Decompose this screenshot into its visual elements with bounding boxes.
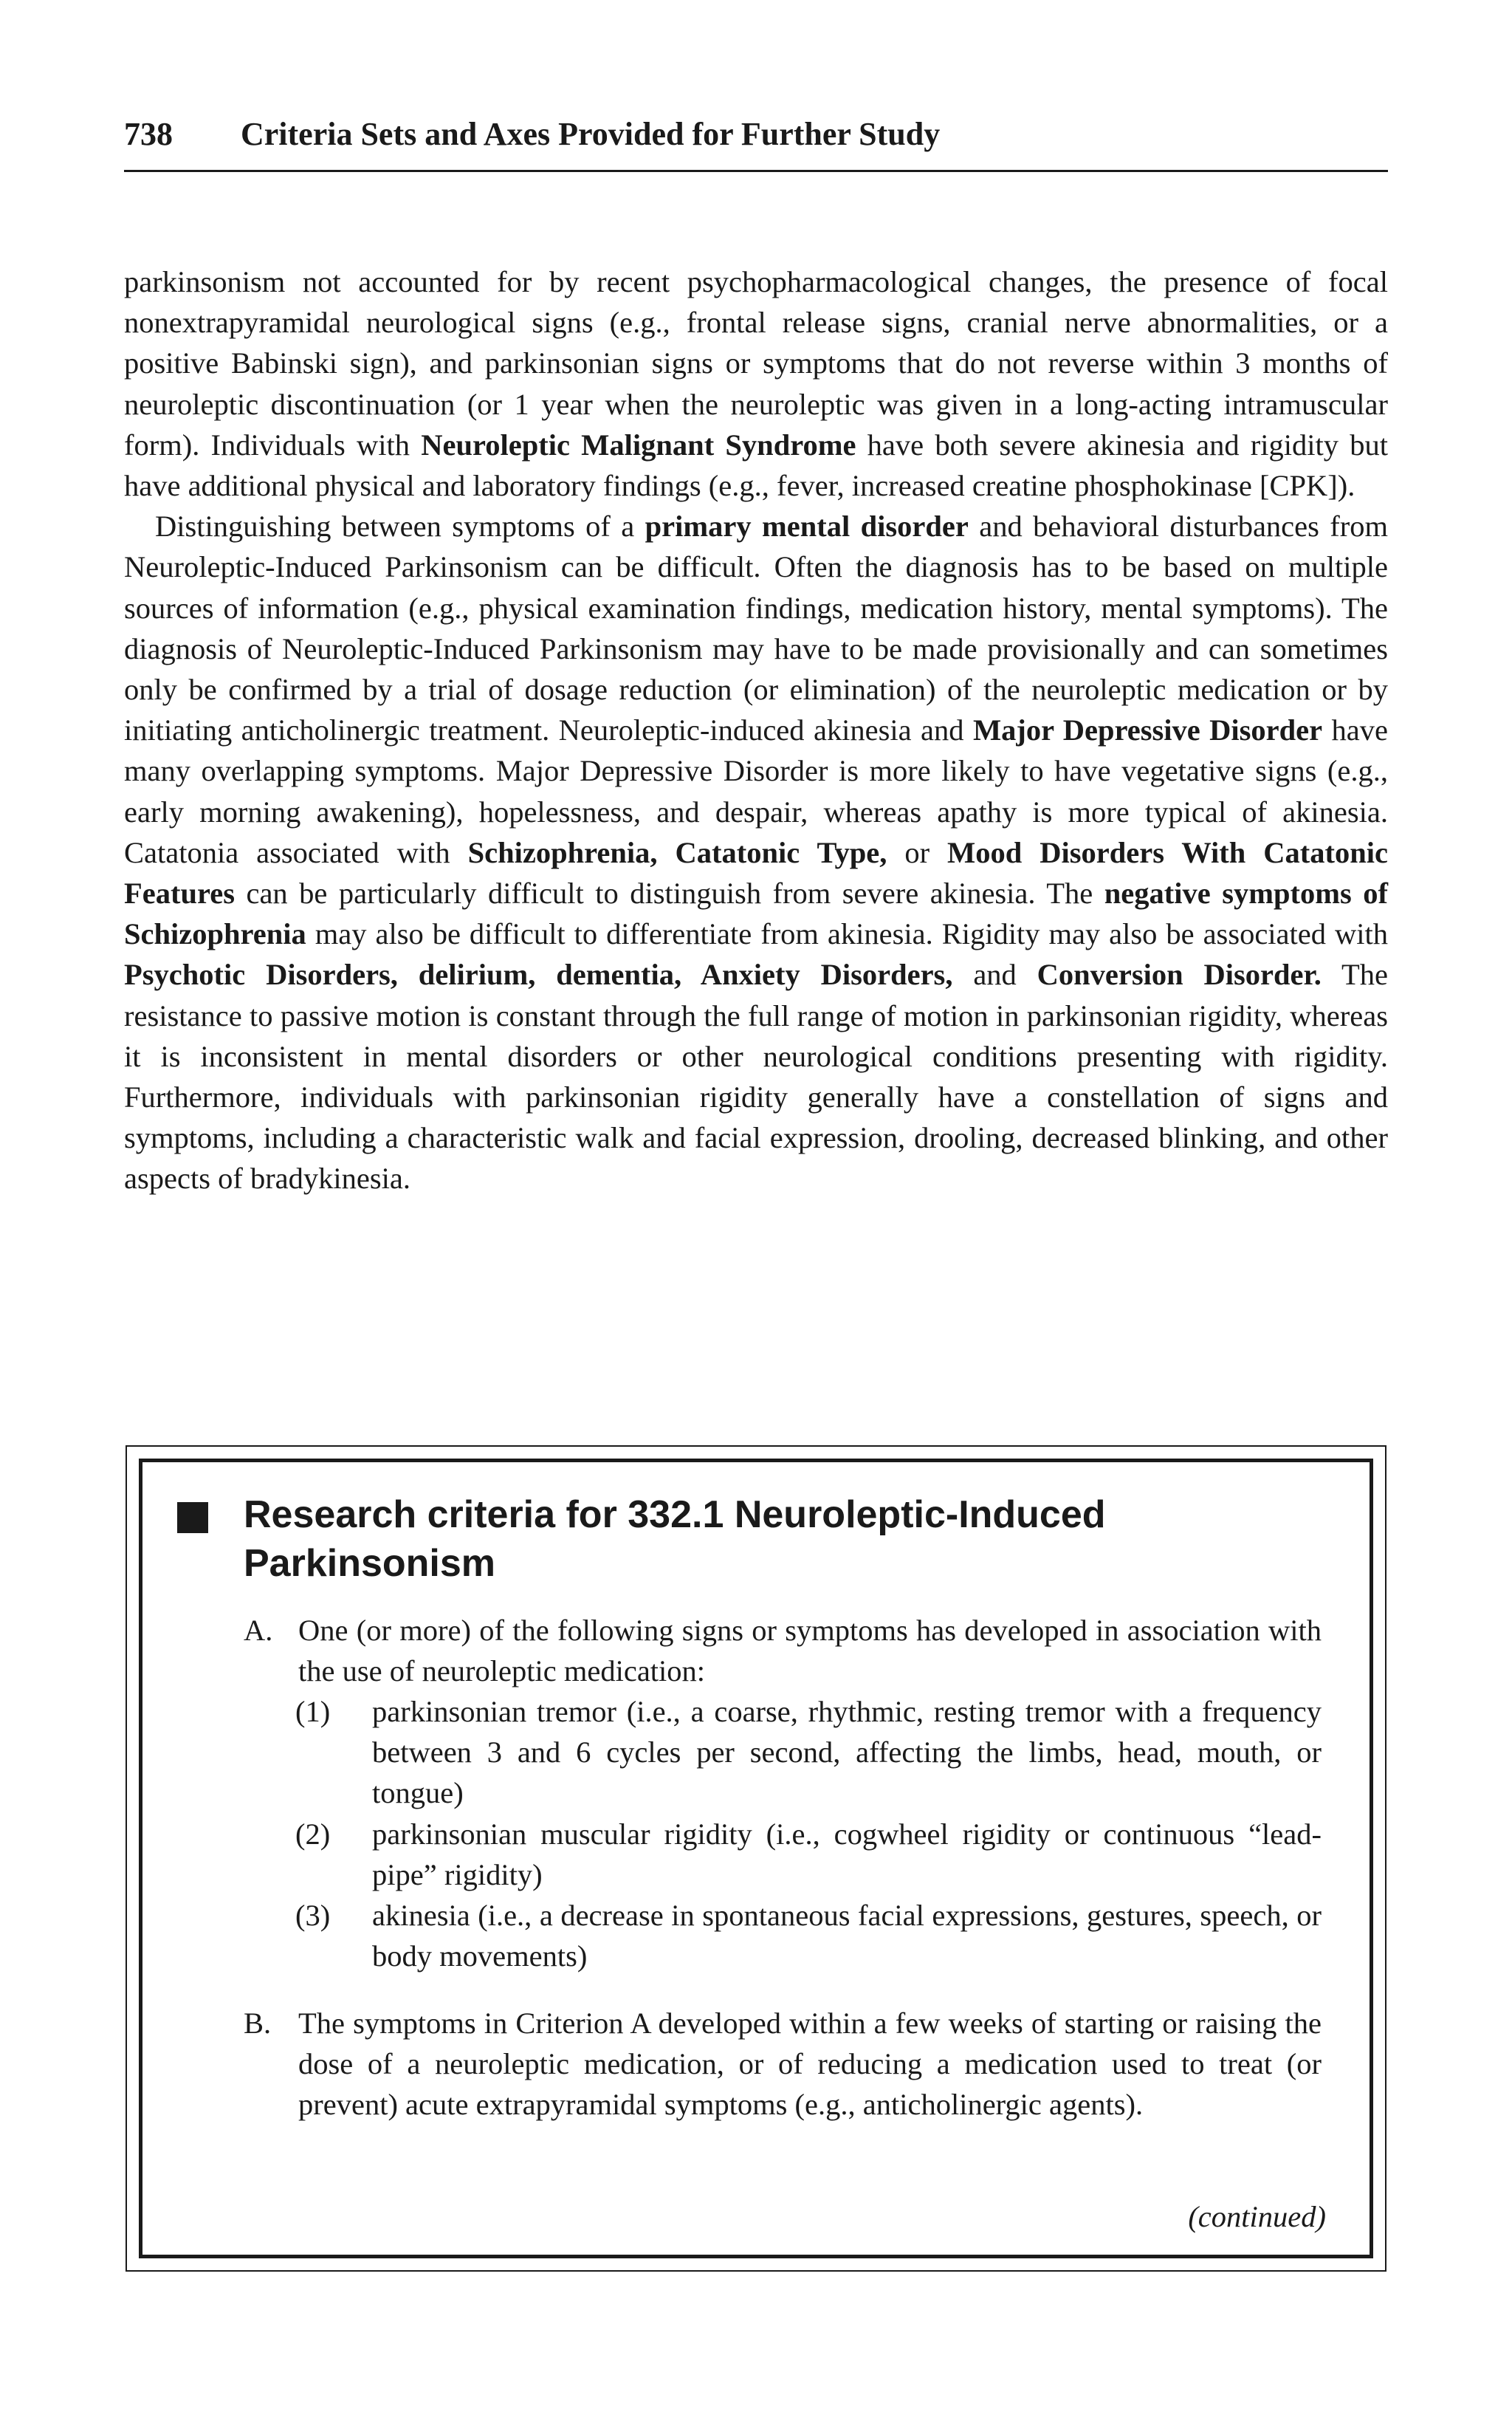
p2-term-conversion: Conversion Disorder.	[1037, 958, 1322, 992]
p1-text-c: have both severe akinesia and rigidity but have additional physical and laboratory findings (e.g., fever, increased creatine phosphokinase [CPK]).	[124, 428, 1389, 503]
criterion-a-item-1	[295, 1691, 1322, 1814]
p2-term-psychotic: Psychotic Disorders, delirium, dementia, Anxiety Disorders,	[124, 958, 953, 992]
item-2-number: (2)	[295, 1817, 331, 1851]
paragraph-2	[124, 506, 1388, 1199]
item-1-text: parkinsonian tremor (i.e., a coarse, rhythmic, resting tremor with a frequency between 3 and 6 cycles per second, affecting the limbs, head, mouth, or tongue)	[372, 1695, 1322, 1810]
p1-text-a: parkinsonism not accounted for by recent psychopharmacological changes, the presence of focal nonextrapyramidal neurological signs (e.g., frontal release signs, cranial nerve abnormalities, or a positive Babinski sign), and parkinsonian signs or symptoms that do not reverse within 3 months of neuroleptic discontinuation (or 1 year when the neuroleptic was given in a long-acting intramuscular form). Individuals with	[124, 265, 1388, 462]
criterion-b	[244, 2003, 1322, 2125]
paragraph-1	[124, 261, 1388, 506]
square-bullet-icon	[177, 1502, 208, 1533]
continued-note: (continued)	[1188, 2200, 1326, 2233]
p2-text-m: and	[952, 958, 1037, 992]
p2-text-a: Distinguishing between symptoms of a	[155, 510, 645, 544]
p2-term-mood: Mood Disorders With Catatonic Features	[124, 835, 1388, 911]
item-3-text: akinesia (i.e., a decrease in spontaneous facial expressions, gestures, speech, or body movements)	[372, 1899, 1322, 1973]
criterion-a-item-2	[295, 1814, 1322, 1895]
criterion-a-letter: A.	[244, 1614, 273, 1647]
p2-text-i: can be particularly difficult to distinguish from severe akinesia. The	[234, 877, 1104, 911]
p2-term-negative: negative symptoms of Schizophrenia	[124, 877, 1388, 951]
p1-term-nms: Neuroleptic Malignant Syndrome	[421, 428, 856, 462]
p2-text-g: or	[887, 835, 948, 869]
running-header	[124, 112, 1388, 172]
p2-text-e: have many overlapping symptoms. Major Depressive Disorder is more likely to have vegetative signs (e.g., early morning awakening), hopelessness, and despair, whereas apathy is more typical of akinesia. Catatonia associated with	[124, 713, 1388, 869]
criterion-b-text: The symptoms in Criterion A developed within a few weeks of starting or raising the dose of a neuroleptic medication, or of reducing a medication used to treat (or prevent) acute extrapyramidal symptoms (e.g., anticholinergic agents).	[298, 2007, 1322, 2122]
p2-term-primary: primary mental disorder	[645, 510, 969, 544]
p2-text-k: may also be difficult to differentiate from akinesia. Rigidity may also be associated with	[306, 917, 1388, 951]
criteria-box-title: Research criteria for 332.1 Neuroleptic-Induced Parkinsonism	[244, 1493, 1106, 1585]
p2-term-mdd: Major Depressive Disorder	[972, 713, 1323, 747]
running-title: Criteria Sets and Axes Provided for Further Study	[241, 116, 941, 152]
criterion-a-item-3	[295, 1895, 1322, 1976]
criterion-a	[244, 1610, 1322, 1691]
item-1-number: (1)	[295, 1695, 331, 1728]
item-2-text: parkinsonian muscular rigidity (i.e., cogwheel rigidity or continuous “lead-pipe” rigidity)	[372, 1817, 1322, 1892]
p2-text-o: The resistance to passive motion is constant through the full range of motion in parkinsonian rigidity, whereas it is inconsistent in mental disorders or other neurological conditions presenting with rigidity. Furthermore, individuals with parkinsonian rigidity generally have a constellation of signs and symptoms, including a characteristic walk and facial expression, drooling, decreased blinking, and other aspects of bradykinesia.	[124, 958, 1389, 1196]
criterion-a-text: One (or more) of the following signs or symptoms has developed in association with the use of neuroleptic medication:	[298, 1614, 1322, 1688]
item-3-number: (3)	[295, 1899, 331, 1932]
body-text	[124, 261, 1388, 1199]
criterion-b-letter: B.	[244, 2007, 272, 2040]
p2-term-catatonic: Schizophrenia, Catatonic Type,	[467, 835, 887, 869]
p2-text-c: and behavioral disturbances from Neuroleptic-Induced Parkinsonism can be difficult. Often the diagnosis has to be based on multiple sources of information (e.g., physical examination findings, medication history, mental symptoms). The diagnosis of Neuroleptic-Induced Parkinsonism may have to be made provisionally and can sometimes only be confirmed by a trial of dosage reduction (or elimination) of the neuroleptic medication or by initiating anticholinergic treatment. Neuroleptic-induced akinesia and	[124, 510, 1388, 747]
page-number: 738	[124, 116, 173, 152]
